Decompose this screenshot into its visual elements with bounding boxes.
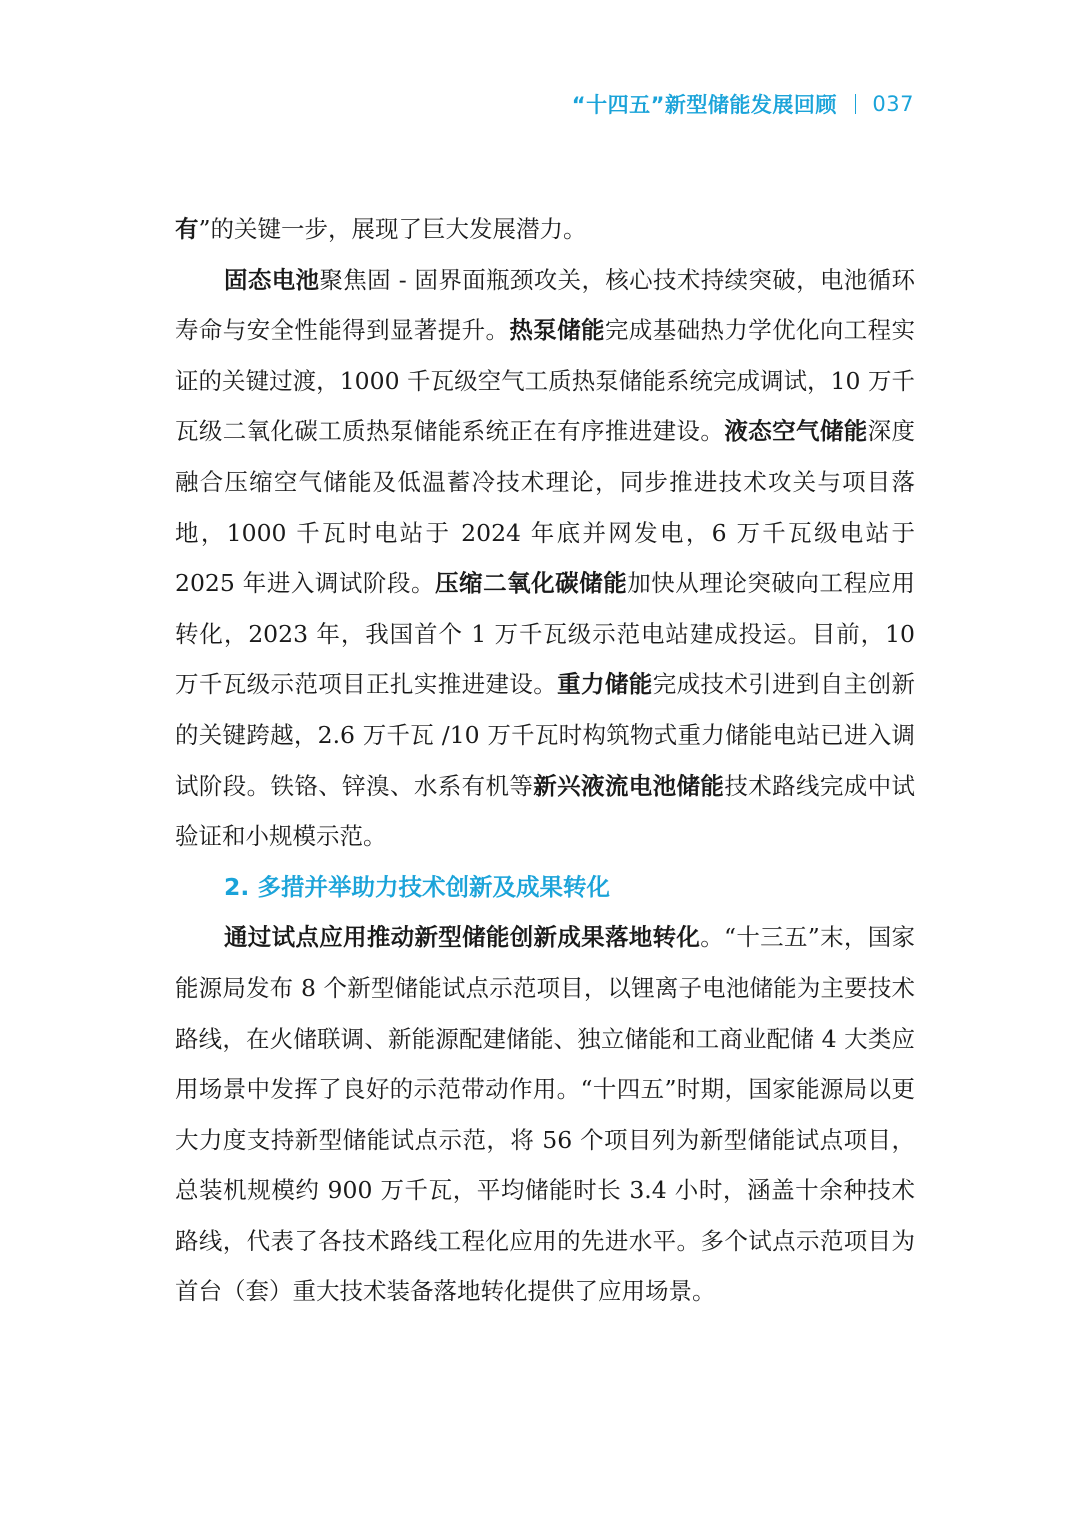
header-divider (855, 94, 857, 114)
paragraph-text: 完成技术引进到自主创新的关键跨越，2.6 万千瓦 /10 万千瓦时构筑物式重力储能电站已进入调试阶段。铁铬、锌溴、水系有机等 (175, 670, 916, 800)
paragraph-text: 完成基础热力学优化向工程实证的关键过渡，1000 千瓦级空气工质热泵储能系统完成调试，10 万千瓦级二氧化碳工质热泵储能系统正在有序推进建设。 (175, 316, 916, 446)
bold-term-gravity-storage: 重力储能 (557, 670, 653, 699)
running-header (572, 84, 914, 124)
page-number: 037 (872, 92, 914, 116)
bold-term-heat-pump-storage: 热泵储能 (509, 316, 605, 345)
body-text (175, 204, 915, 1317)
bold-lead-sentence: 通过试点应用推动新型储能创新成果落地转化 (224, 923, 701, 952)
header-title: “十四五”新型储能发展回顾 (571, 93, 837, 117)
paragraph-continued (175, 204, 915, 255)
paragraph-text: 聚焦固 - 固界面瓶颈攻关，核心技术持续突破，电池循环寿命与安全性能得到显著提升。 (175, 265, 916, 345)
paragraph-text: 技术路线完成中试验证和小规模示范。 (175, 771, 916, 851)
bold-term: 有 (175, 215, 199, 243)
bold-term-compressed-co2-storage: 压缩二氧化碳储能 (435, 569, 628, 598)
paragraph-emerging-technologies (175, 255, 915, 862)
paragraph-text: 加快从理论突破向工程应用转化，2023 年，我国首个 1 万千瓦级示范电站建成投运。目前，10 万千瓦级示范项目正扎实推进建设。 (175, 569, 916, 699)
paragraph-pilot-projects (175, 912, 915, 1317)
bold-term-flow-battery-storage: 新兴液流电池储能 (533, 771, 725, 800)
paragraph-text: 。“十三五”末，国家能源局发布 8 个新型储能试点示范项目，以锂离子电池储能为主要技术路线，在火储联调、新能源配建储能、独立储能和工商业配储 4 大类应用场景中发挥了良好的示范带动作用。“十四五”时期，国家能源局以更大力度支持新型储能试点示范，将 56 个项目列为新型储能试点项目，总装机规模约 900 万千瓦，平均储能时长 3.4 小时，涵盖十余种技术路线，代表了各技术路线工程化应用的先进水平。多个试点示范项目为首台（套）重大技术装备落地转化提供了应用场景。 (175, 923, 915, 1306)
bold-term-liquid-air-storage: 液态空气储能 (724, 417, 868, 446)
paragraph-text: 深度融合压缩空气储能及低温蓄冷技术理论，同步推进技术攻关与项目落地，1000 千瓦时电站于 2024 年底并网发电，6 万千瓦级电站于 2025 年进入调试阶段。 (175, 417, 916, 598)
section-heading: 2. 多措并举助力技术创新及成果转化 (224, 872, 610, 901)
bold-term-solid-state-battery: 固态电池 (224, 265, 320, 294)
paragraph-text: ”的关键一步，展现了巨大发展潜力。 (198, 215, 587, 243)
